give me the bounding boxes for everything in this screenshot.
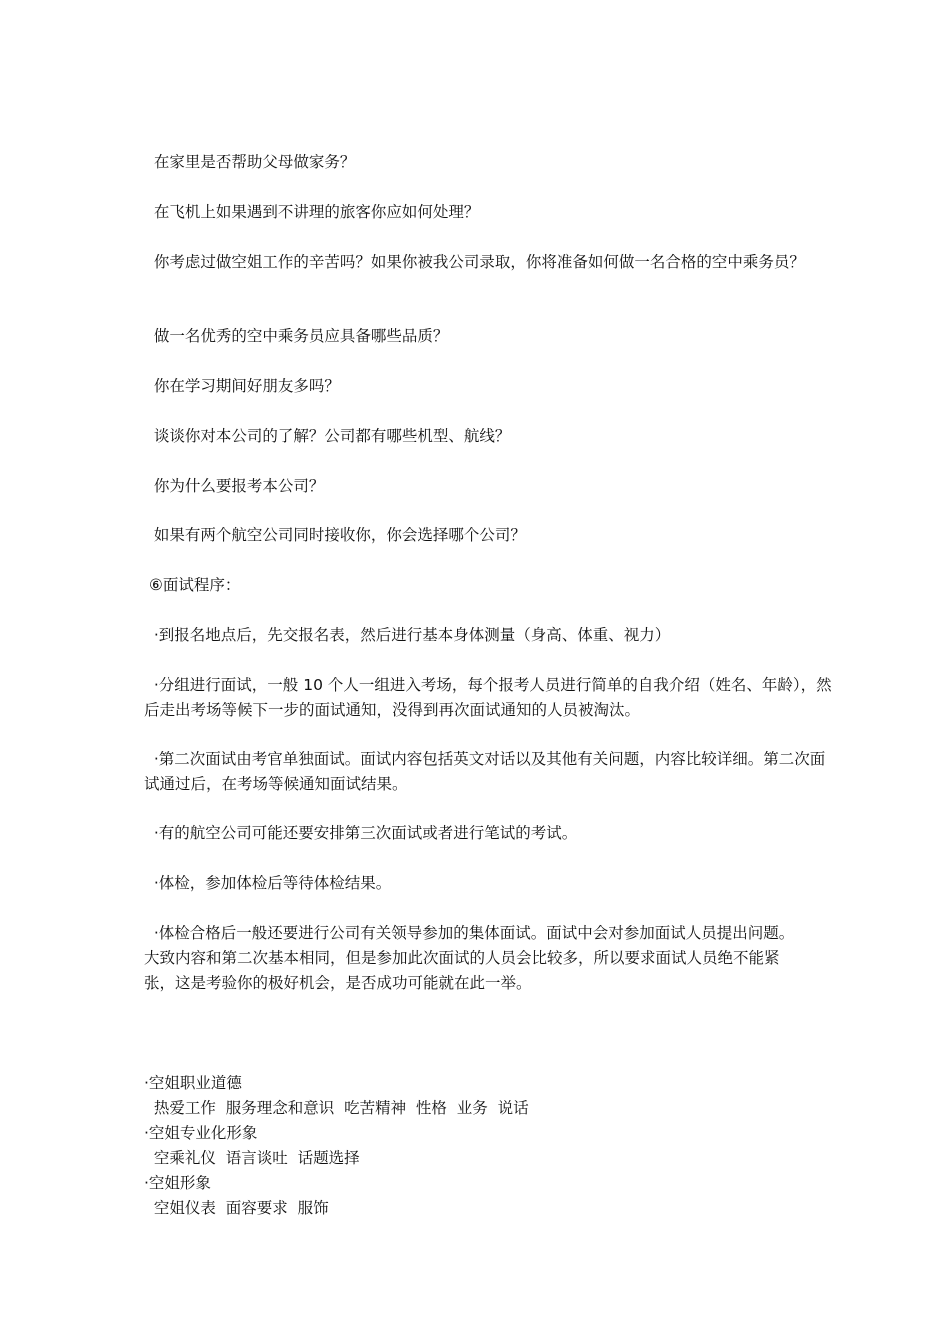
procedure-step: ·到报名地点后，先交报名表，然后进行基本身体测量（身高、体重、视力） — [144, 626, 671, 644]
topic-title: ·空姐职业道德 — [144, 1074, 242, 1092]
question-paragraph: 你在学习期间好朋友多吗？ — [144, 377, 340, 395]
question-paragraph: 在家里是否帮助父母做家务？ — [144, 153, 356, 171]
question-paragraph: 在飞机上如果遇到不讲理的旅客你应如何处理？ — [144, 203, 480, 221]
procedure-step: ·分组进行面试，一般 10 个人一组进入考场，每个报考人员进行简单的自我介绍（姓名、年龄），然后走出考场等候下一步的面试通知，没得到再次面试通知的人员被淘汰。 — [144, 676, 832, 719]
question-paragraph: 你为什么要报考本公司？ — [144, 477, 325, 495]
topic-items: 空姐仪表 面容要求 服饰 — [144, 1199, 329, 1217]
question-paragraph: 你考虑过做空姐工作的辛苦吗？如果你被我公司录取，你将准备如何做一名合格的空中乘务员？ — [144, 253, 805, 271]
procedure-step: ·体检，参加体检后等待体检结果。 — [144, 874, 392, 892]
question-paragraph: 谈谈你对本公司的了解？公司都有哪些机型、航线？ — [144, 427, 511, 445]
procedure-step: ·有的航空公司可能还要安排第三次面试或者进行笔试的考试。 — [144, 824, 578, 842]
topic-title: ·空姐专业化形象 — [144, 1124, 258, 1142]
topic-items: 空乘礼仪 语言谈吐 话题选择 — [144, 1149, 360, 1167]
question-paragraph: 如果有两个航空公司同时接收你，你会选择哪个公司？ — [144, 526, 526, 544]
procedure-heading: ⑥面试程序： — [144, 576, 241, 594]
topic-title: ·空姐形象 — [144, 1174, 211, 1192]
procedure-step: ·第二次面试由考官单独面试。面试内容包括英文对话以及其他有关问题，内容比较详细。第二次面试通过后，在考场等候通知面试结果。 — [144, 750, 826, 793]
topic-items: 热爱工作 服务理念和意识 吃苦精神 性格 业务 说话 — [144, 1099, 529, 1117]
procedure-step: ·体检合格后一般还要进行公司有关领导参加的集体面试。面试中会对参加面试人员提出问题。大致内容和第二次基本相同，但是参加此次面试的人员会比较多，所以要求面试人员绝不能紧张，这是考验你的极好机会，是否成功可能就在此一举。 — [144, 924, 795, 992]
question-paragraph: 做一名优秀的空中乘务员应具备哪些品质？ — [144, 327, 449, 345]
